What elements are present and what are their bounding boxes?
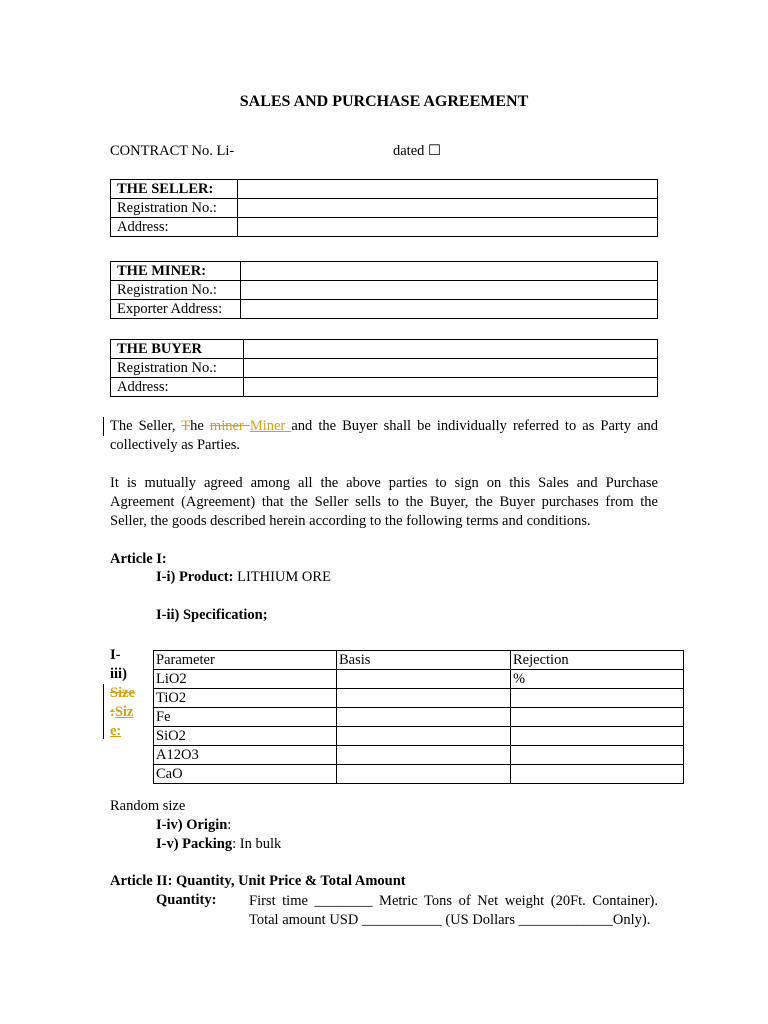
table-row bbox=[154, 765, 684, 784]
miner-registration-cell bbox=[241, 281, 658, 300]
seller-address-cell bbox=[238, 218, 658, 237]
tracked-deletion: : bbox=[110, 704, 115, 720]
miner-address-cell bbox=[241, 300, 658, 319]
buyer-address-label: Address: bbox=[111, 378, 244, 397]
article-2-heading: Article II: Quantity, Unit Price & Total Amount bbox=[110, 873, 406, 889]
miner-name-cell bbox=[241, 262, 658, 281]
buyer-heading: THE BUYER bbox=[111, 340, 244, 359]
table-cell bbox=[337, 708, 511, 727]
table-row bbox=[111, 199, 658, 218]
text-run: The Seller, bbox=[110, 418, 182, 434]
product-line bbox=[156, 569, 331, 586]
article-1-heading: Article I: bbox=[110, 551, 167, 567]
table-row bbox=[154, 689, 684, 708]
origin-line bbox=[156, 817, 231, 834]
table-row bbox=[154, 746, 684, 765]
table-row bbox=[154, 708, 684, 727]
quantity-label: Quantity: bbox=[156, 892, 217, 908]
table-row bbox=[111, 300, 658, 319]
packing-label: I-v) Packing bbox=[156, 836, 233, 852]
table-cell: % bbox=[511, 670, 684, 689]
document-title: SALES AND PURCHASE AGREEMENT bbox=[239, 93, 529, 110]
seller-table bbox=[110, 179, 658, 237]
seller-name-cell bbox=[238, 180, 658, 199]
column-header: Basis bbox=[337, 651, 511, 670]
table-cell: TiO2 bbox=[154, 689, 337, 708]
product-value: LITHIUM ORE bbox=[233, 569, 331, 585]
specification-table bbox=[153, 650, 684, 784]
tracked-insertion: Siz bbox=[114, 704, 134, 720]
table-row bbox=[111, 281, 658, 300]
table-row bbox=[111, 340, 658, 359]
tracked-deletion: miner bbox=[209, 418, 250, 434]
table-cell bbox=[511, 765, 684, 784]
table-cell bbox=[511, 746, 684, 765]
packing-value: : In bulk bbox=[232, 836, 282, 852]
column-header: Parameter bbox=[154, 651, 337, 670]
buyer-registration-label: Registration No.: bbox=[111, 359, 244, 378]
buyer-name-cell bbox=[244, 340, 658, 359]
agreement-paragraph: It is mutually agreed among all the above parties to sign on this Sales and Purchase Agreement (Agreement) that the Seller sells to the Buyer, the Buyer purchases from the Seller, the goods described herein according to the following terms and conditions. bbox=[110, 475, 658, 529]
seller-registration-label: Registration No.: bbox=[111, 199, 238, 218]
change-bar bbox=[103, 684, 104, 739]
column-header: Rejection bbox=[511, 651, 684, 670]
text-run: he bbox=[190, 418, 210, 434]
table-cell: CaO bbox=[154, 765, 337, 784]
tracked-insertion: e: bbox=[110, 723, 122, 739]
buyer-table bbox=[110, 339, 658, 397]
contract-dated bbox=[393, 143, 441, 160]
table-cell: A12O3 bbox=[154, 746, 337, 765]
buyer-address-cell bbox=[244, 378, 658, 397]
seller-registration-cell bbox=[238, 199, 658, 218]
seller-address-label: Address: bbox=[111, 218, 238, 237]
size-label bbox=[110, 646, 135, 741]
origin-label: I-iv) Origin bbox=[156, 817, 228, 833]
tracked-deletion: Size bbox=[110, 685, 135, 701]
table-row bbox=[111, 359, 658, 378]
table-row bbox=[111, 262, 658, 281]
table-cell: Fe bbox=[154, 708, 337, 727]
table-cell bbox=[337, 746, 511, 765]
table-row bbox=[154, 727, 684, 746]
table-row bbox=[111, 180, 658, 199]
contract-number: CONTRACT No. Li- bbox=[110, 143, 235, 159]
origin-value: : bbox=[227, 817, 232, 833]
parties-paragraph bbox=[110, 417, 658, 455]
size-label-line: iii) bbox=[110, 666, 127, 682]
tracked-deletion: T bbox=[181, 418, 191, 434]
table-cell bbox=[337, 689, 511, 708]
dated-label: dated bbox=[393, 143, 425, 159]
table-cell bbox=[511, 727, 684, 746]
size-label-line: I- bbox=[110, 647, 121, 663]
table-cell: LiO2 bbox=[154, 670, 337, 689]
table-row bbox=[111, 378, 658, 397]
buyer-registration-cell bbox=[244, 359, 658, 378]
miner-heading: THE MINER: bbox=[111, 262, 241, 281]
miner-table bbox=[110, 261, 658, 319]
table-cell bbox=[337, 670, 511, 689]
table-cell bbox=[511, 689, 684, 708]
random-size-text: Random size bbox=[110, 798, 186, 814]
miner-registration-label: Registration No.: bbox=[111, 281, 241, 300]
table-cell bbox=[511, 708, 684, 727]
table-row bbox=[154, 670, 684, 689]
product-label: I-i) Product: bbox=[156, 569, 234, 585]
table-header-row bbox=[154, 651, 684, 670]
table-cell: SiO2 bbox=[154, 727, 337, 746]
packing-line bbox=[156, 836, 281, 853]
tracked-insertion: Miner bbox=[249, 418, 292, 434]
date-placeholder-glyph: ☐ bbox=[428, 143, 442, 159]
quantity-text: First time ________ Metric Tons of Net weight (20Ft. Container). Total amount USD ___________ (US Dollars _____________Only). bbox=[249, 893, 658, 928]
text-run: and the Buyer shall be individually referred to as Party and collectively as Parties. bbox=[110, 418, 659, 453]
table-row bbox=[111, 218, 658, 237]
seller-heading: THE SELLER: bbox=[111, 180, 238, 199]
miner-address-label: Exporter Address: bbox=[111, 300, 241, 319]
change-bar bbox=[103, 417, 104, 436]
table-cell bbox=[337, 765, 511, 784]
specification-label: I-ii) Specification; bbox=[156, 607, 268, 623]
table-cell bbox=[337, 727, 511, 746]
